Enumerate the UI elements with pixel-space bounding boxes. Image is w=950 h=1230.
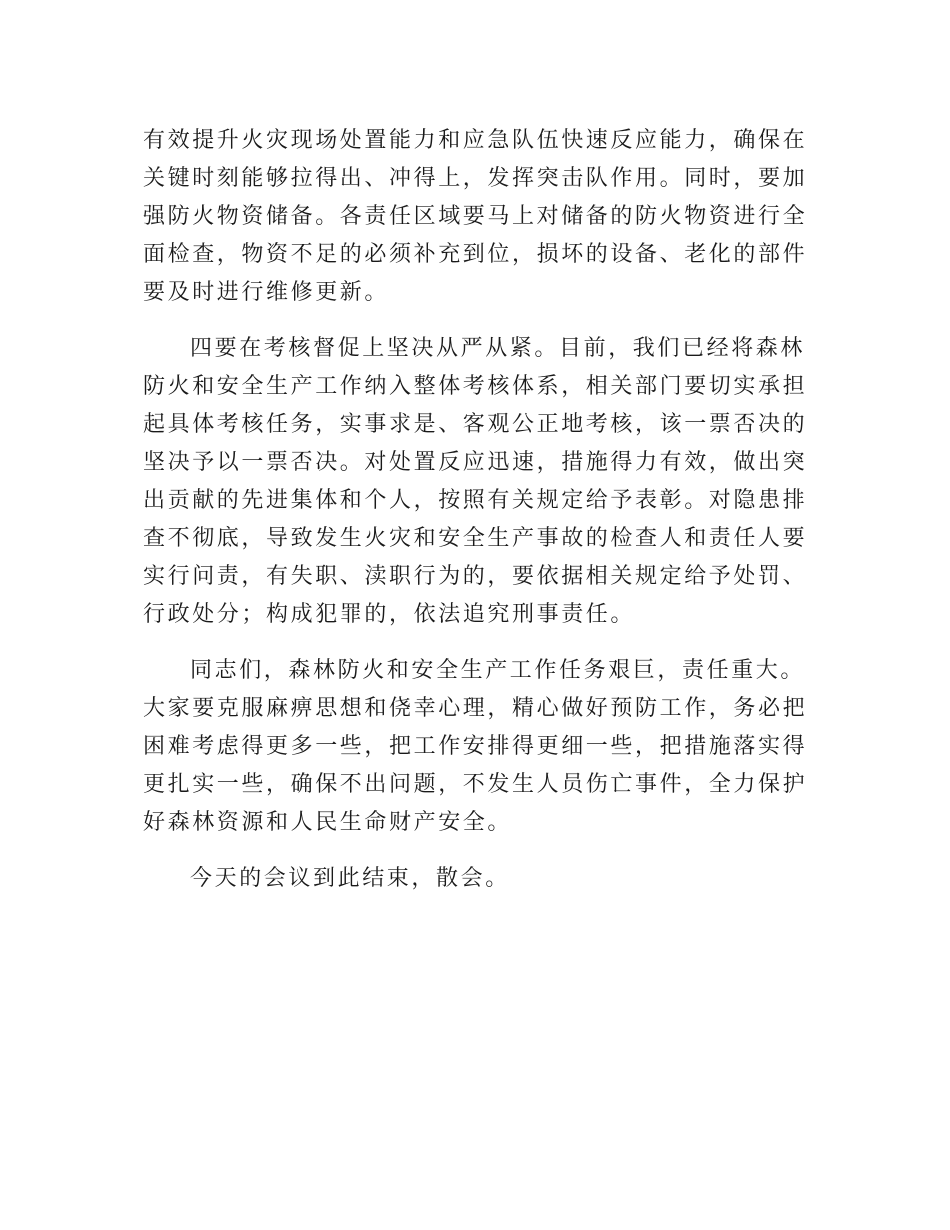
- text-line: 有效提升火灾现场处置能力和应急队伍快速反应能力，确保在: [143, 128, 808, 153]
- paragraph-1: [143, 122, 818, 312]
- text-line: 查不彻底，导致发生火灾和安全生产事故的检查人和责任人要: [143, 526, 808, 551]
- text-line: 面检查，物资不足的必须补充到位，损坏的设备、老化的部件: [143, 242, 808, 267]
- text-line: 四要在考核督促上坚决从严从紧。目前，我们已经将森林: [190, 336, 806, 361]
- text-line: 困难考虑得更多一些，把工作安排得更细一些，把措施落实得: [143, 734, 808, 759]
- paragraph-4: [143, 860, 818, 898]
- text-line: 更扎实一些，确保不出问题，不发生人员伤亡事件，全力保护: [143, 772, 808, 797]
- text-line: 要及时进行维修更新。: [143, 280, 390, 305]
- text-line: 坚决予以一票否决。对处置反应迅速，措施得力有效，做出突: [143, 450, 808, 475]
- text-line: 同志们，森林防火和安全生产工作任务艰巨，责任重大。: [190, 658, 806, 683]
- text-line: 出贡献的先进集体和个人，按照有关规定给予表彰。对隐患排: [143, 488, 808, 513]
- document-body: [143, 122, 818, 898]
- text-line: 好森林资源和人民生命财产安全。: [143, 810, 513, 835]
- text-line: 强防火物资储备。各责任区域要马上对储备的防火物资进行全: [143, 204, 808, 229]
- text-line: 今天的会议到此结束，散会。: [190, 866, 510, 891]
- paragraph-2: [143, 330, 818, 634]
- paragraph-3: [143, 652, 818, 842]
- text-line: 关键时刻能够拉得出、冲得上，发挥突击队作用。同时，要加: [143, 166, 808, 191]
- text-line: 起具体考核任务，实事求是、客观公正地考核，该一票否决的: [143, 412, 808, 437]
- text-line: 实行问责，有失职、渎职行为的，要依据相关规定给予处罚、: [143, 564, 808, 589]
- text-line: 防火和安全生产工作纳入整体考核体系，相关部门要切实承担: [143, 374, 808, 399]
- text-line: 大家要克服麻痹思想和侥幸心理，精心做好预防工作，务必把: [143, 696, 808, 721]
- text-line: 行政处分；构成犯罪的，依法追究刑事责任。: [143, 602, 636, 627]
